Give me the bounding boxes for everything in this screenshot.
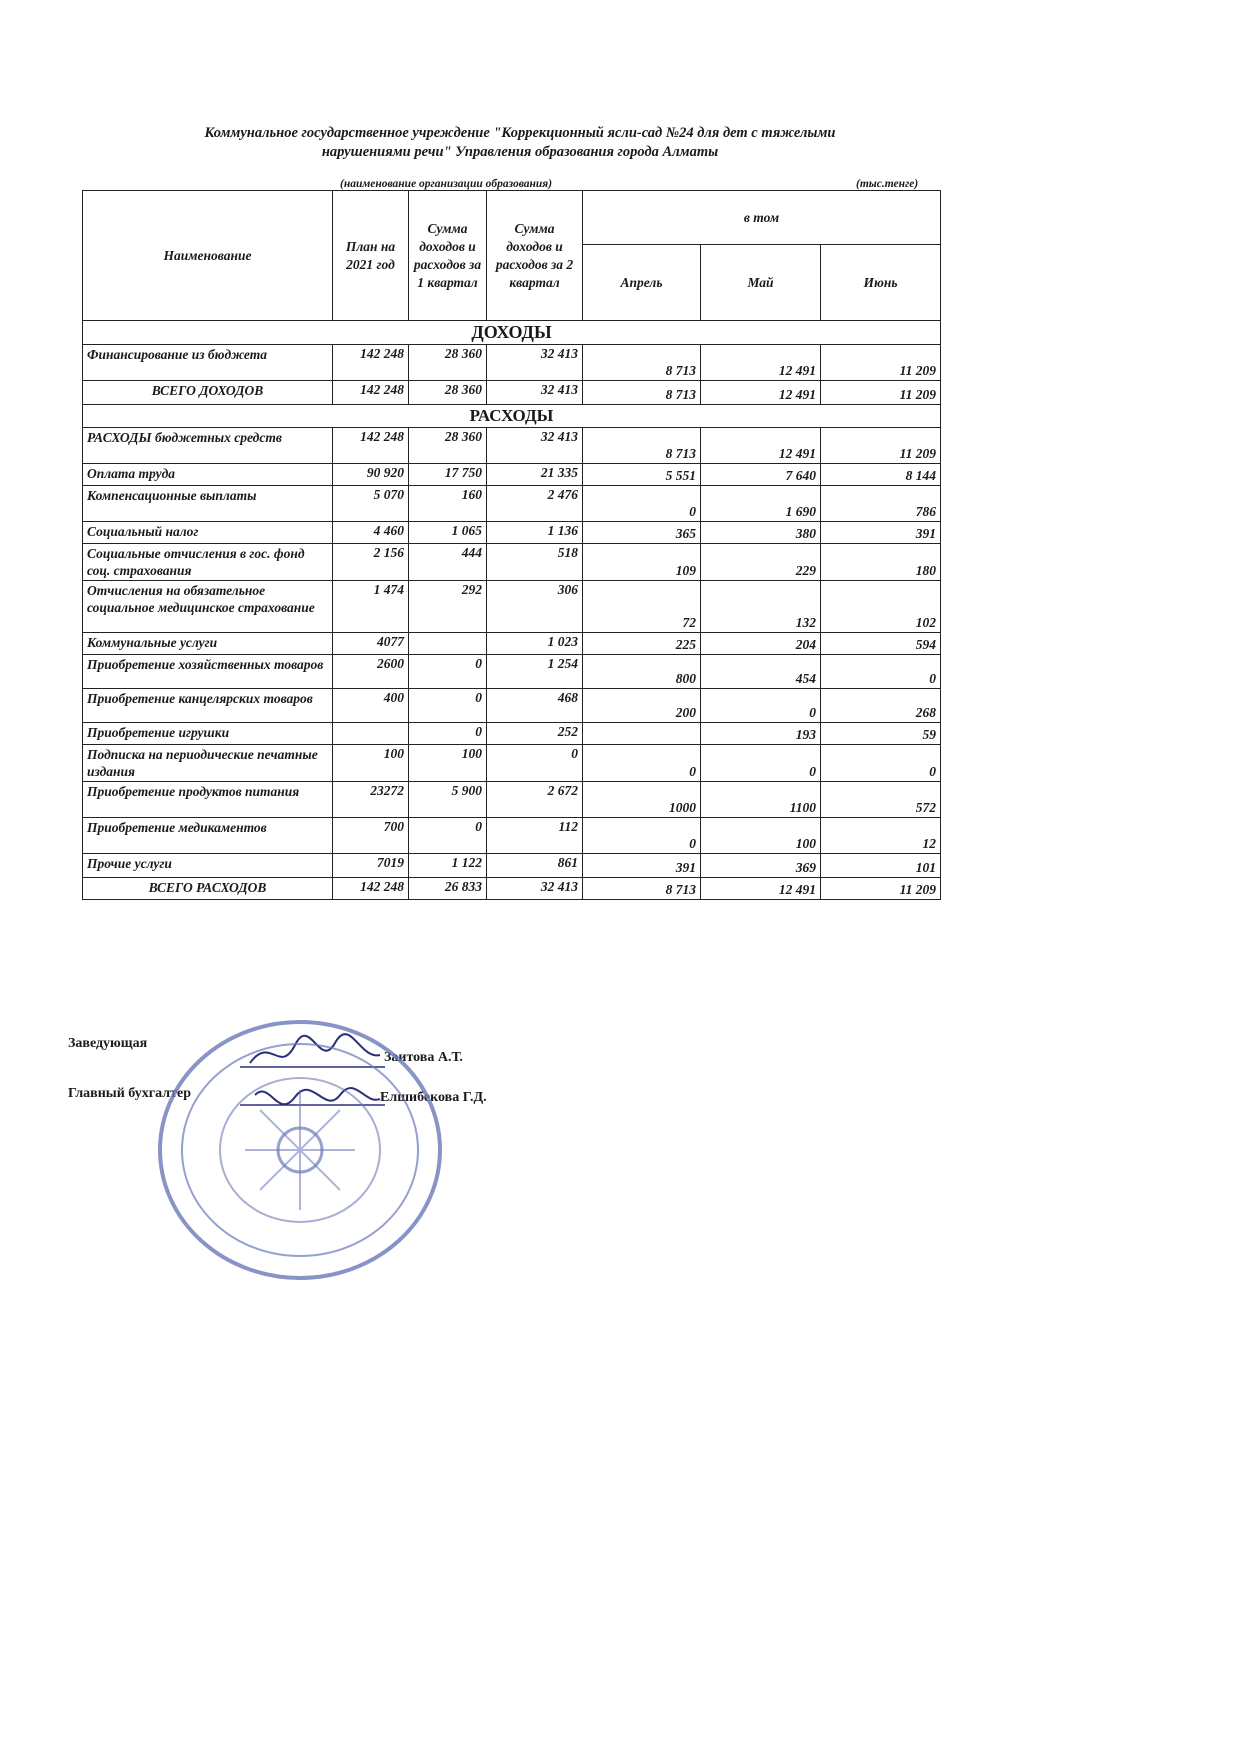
cell-jun: 11 209 — [821, 381, 941, 405]
cell-q1: 444 — [409, 544, 487, 581]
cell-apr: 800 — [583, 655, 701, 689]
cell-may: 0 — [701, 745, 821, 782]
header-line-2: нарушениями речи" Управления образования города Алматы — [321, 144, 719, 160]
row-name: Отчисления на обязательное социальное медицинское страхование — [83, 581, 333, 633]
cell-q2: 1 254 — [487, 655, 583, 689]
cell-plan: 142 248 — [333, 381, 409, 405]
table-row — [83, 544, 941, 581]
cell-plan: 5 070 — [333, 486, 409, 522]
cell-q1: 0 — [409, 689, 487, 723]
cell-jun: 594 — [821, 633, 941, 655]
cell-q1: 0 — [409, 655, 487, 689]
cell-may: 380 — [701, 522, 821, 544]
cell-may: 132 — [701, 581, 821, 633]
cell-q2: 468 — [487, 689, 583, 723]
section-income — [83, 321, 941, 345]
cell-may: 0 — [701, 689, 821, 723]
cell-q1: 292 — [409, 581, 487, 633]
col-header-plan: План на 2021 год — [333, 191, 409, 321]
cell-jun: 102 — [821, 581, 941, 633]
section-expenses-label: РАСХОДЫ — [83, 405, 941, 428]
table-row — [83, 655, 941, 689]
head-role: Заведующая — [68, 1036, 148, 1051]
official-stamp-icon — [150, 1010, 450, 1290]
cell-q1: 160 — [409, 486, 487, 522]
cell-may: 12 491 — [701, 345, 821, 381]
row-name: Приобретение медикаментов — [83, 818, 333, 854]
cell-apr: 5 551 — [583, 464, 701, 486]
table-row — [83, 486, 941, 522]
col-header-apr: Апрель — [583, 245, 701, 321]
cell-may: 454 — [701, 655, 821, 689]
cell-may: 1100 — [701, 782, 821, 818]
org-caption: (наименование организации образования) — [340, 178, 553, 190]
cell-q1: 1 122 — [409, 854, 487, 878]
cell-q2: 1 023 — [487, 633, 583, 655]
cell-plan: 4 460 — [333, 522, 409, 544]
cell-apr: 0 — [583, 745, 701, 782]
cell-jun: 12 — [821, 818, 941, 854]
cell-apr: 8 713 — [583, 428, 701, 464]
row-name: Прочие услуги — [83, 854, 333, 878]
cell-q2: 306 — [487, 581, 583, 633]
cell-q1: 0 — [409, 818, 487, 854]
unit-caption: (тыс.тенге) — [856, 178, 919, 190]
accountant-name: Елшибекова Г.Д. — [380, 1090, 487, 1105]
cell-plan — [333, 723, 409, 745]
cell-may: 12 491 — [701, 878, 821, 900]
table-row — [83, 689, 941, 723]
table-row — [83, 723, 941, 745]
table-row — [83, 818, 941, 854]
cell-plan: 1 474 — [333, 581, 409, 633]
cell-may: 229 — [701, 544, 821, 581]
cell-plan: 90 920 — [333, 464, 409, 486]
cell-q2: 252 — [487, 723, 583, 745]
cell-apr: 0 — [583, 818, 701, 854]
cell-plan: 4077 — [333, 633, 409, 655]
col-header-may: Май — [701, 245, 821, 321]
cell-plan: 142 248 — [333, 878, 409, 900]
cell-jun: 268 — [821, 689, 941, 723]
row-name: Социальные отчисления в гос. фонд соц. страхования — [83, 544, 333, 581]
table-row — [83, 428, 941, 464]
cell-jun: 11 209 — [821, 345, 941, 381]
table-row — [83, 633, 941, 655]
cell-q1: 5 900 — [409, 782, 487, 818]
cell-q2: 21 335 — [487, 464, 583, 486]
cell-q2: 1 136 — [487, 522, 583, 544]
cell-q1: 1 065 — [409, 522, 487, 544]
cell-q2: 32 413 — [487, 381, 583, 405]
row-name: Подписка на периодические печатные издания — [83, 745, 333, 782]
cell-q2: 861 — [487, 854, 583, 878]
cell-q2: 32 413 — [487, 878, 583, 900]
table-row — [83, 464, 941, 486]
cell-apr: 1000 — [583, 782, 701, 818]
cell-q1: 28 360 — [409, 381, 487, 405]
document-header — [110, 124, 930, 162]
table-row — [83, 854, 941, 878]
cell-q2: 32 413 — [487, 428, 583, 464]
cell-jun: 11 209 — [821, 878, 941, 900]
row-name: Коммунальные услуги — [83, 633, 333, 655]
cell-may: 7 640 — [701, 464, 821, 486]
table-row — [83, 581, 941, 633]
cell-apr: 200 — [583, 689, 701, 723]
expense-total-row — [83, 878, 941, 900]
accountant-role: Главный бухгалтер — [68, 1086, 191, 1101]
cell-jun: 572 — [821, 782, 941, 818]
cell-q2: 518 — [487, 544, 583, 581]
cell-apr: 391 — [583, 854, 701, 878]
section-expenses — [83, 405, 941, 428]
row-name: ВСЕГО РАСХОДОВ — [83, 878, 333, 900]
cell-may: 100 — [701, 818, 821, 854]
cell-plan: 142 248 — [333, 345, 409, 381]
cell-apr — [583, 723, 701, 745]
cell-q1 — [409, 633, 487, 655]
cell-apr: 8 713 — [583, 345, 701, 381]
cell-jun: 786 — [821, 486, 941, 522]
cell-may: 193 — [701, 723, 821, 745]
cell-jun: 391 — [821, 522, 941, 544]
cell-jun: 11 209 — [821, 428, 941, 464]
col-header-jun: Июнь — [821, 245, 941, 321]
row-name: Оплата труда — [83, 464, 333, 486]
cell-q2: 2 672 — [487, 782, 583, 818]
row-name: Финансирование из бюджета — [83, 345, 333, 381]
cell-jun: 59 — [821, 723, 941, 745]
cell-may: 1 690 — [701, 486, 821, 522]
cell-plan: 400 — [333, 689, 409, 723]
table-row — [83, 522, 941, 544]
cell-may: 204 — [701, 633, 821, 655]
col-header-q1: Сумма доходов и расходов за 1 квартал — [409, 191, 487, 321]
income-total-row — [83, 381, 941, 405]
cell-apr: 8 713 — [583, 878, 701, 900]
cell-plan: 700 — [333, 818, 409, 854]
cell-q1: 26 833 — [409, 878, 487, 900]
head-name: Заитова А.Т. — [384, 1050, 463, 1065]
cell-q1: 17 750 — [409, 464, 487, 486]
cell-q2: 2 476 — [487, 486, 583, 522]
col-header-group: в том — [583, 191, 941, 245]
cell-jun: 8 144 — [821, 464, 941, 486]
cell-apr: 109 — [583, 544, 701, 581]
row-name: Приобретение игрушки — [83, 723, 333, 745]
table-row — [83, 745, 941, 782]
section-income-label: ДОХОДЫ — [83, 321, 941, 345]
cell-q2: 32 413 — [487, 345, 583, 381]
cell-q1: 28 360 — [409, 345, 487, 381]
cell-apr: 0 — [583, 486, 701, 522]
cell-apr: 365 — [583, 522, 701, 544]
cell-jun: 0 — [821, 655, 941, 689]
row-name: Приобретение канцелярских товаров — [83, 689, 333, 723]
row-name: Социальный налог — [83, 522, 333, 544]
row-name: Компенсационные выплаты — [83, 486, 333, 522]
cell-may: 12 491 — [701, 428, 821, 464]
col-header-name: Наименование — [83, 191, 333, 321]
cell-apr: 225 — [583, 633, 701, 655]
cell-plan: 23272 — [333, 782, 409, 818]
header-line-1: Коммунальное государственное учреждение "Коррекционный ясли-сад №24 для дет с тяжелыми — [204, 125, 836, 141]
cell-apr: 8 713 — [583, 381, 701, 405]
cell-may: 369 — [701, 854, 821, 878]
budget-table — [82, 190, 941, 900]
cell-q1: 100 — [409, 745, 487, 782]
cell-q1: 0 — [409, 723, 487, 745]
cell-q2: 0 — [487, 745, 583, 782]
row-name: РАСХОДЫ бюджетных средств — [83, 428, 333, 464]
cell-q2: 112 — [487, 818, 583, 854]
row-name: Приобретение продуктов питания — [83, 782, 333, 818]
col-header-q2: Сумма доходов и расходов за 2 квартал — [487, 191, 583, 321]
cell-plan: 100 — [333, 745, 409, 782]
cell-plan: 2600 — [333, 655, 409, 689]
table-row — [83, 782, 941, 818]
row-name: Приобретение хозяйственных товаров — [83, 655, 333, 689]
cell-jun: 101 — [821, 854, 941, 878]
cell-q1: 28 360 — [409, 428, 487, 464]
table-row — [83, 345, 941, 381]
cell-jun: 0 — [821, 745, 941, 782]
cell-plan: 142 248 — [333, 428, 409, 464]
cell-plan: 7019 — [333, 854, 409, 878]
cell-apr: 72 — [583, 581, 701, 633]
cell-plan: 2 156 — [333, 544, 409, 581]
cell-may: 12 491 — [701, 381, 821, 405]
row-name: ВСЕГО ДОХОДОВ — [83, 381, 333, 405]
cell-jun: 180 — [821, 544, 941, 581]
